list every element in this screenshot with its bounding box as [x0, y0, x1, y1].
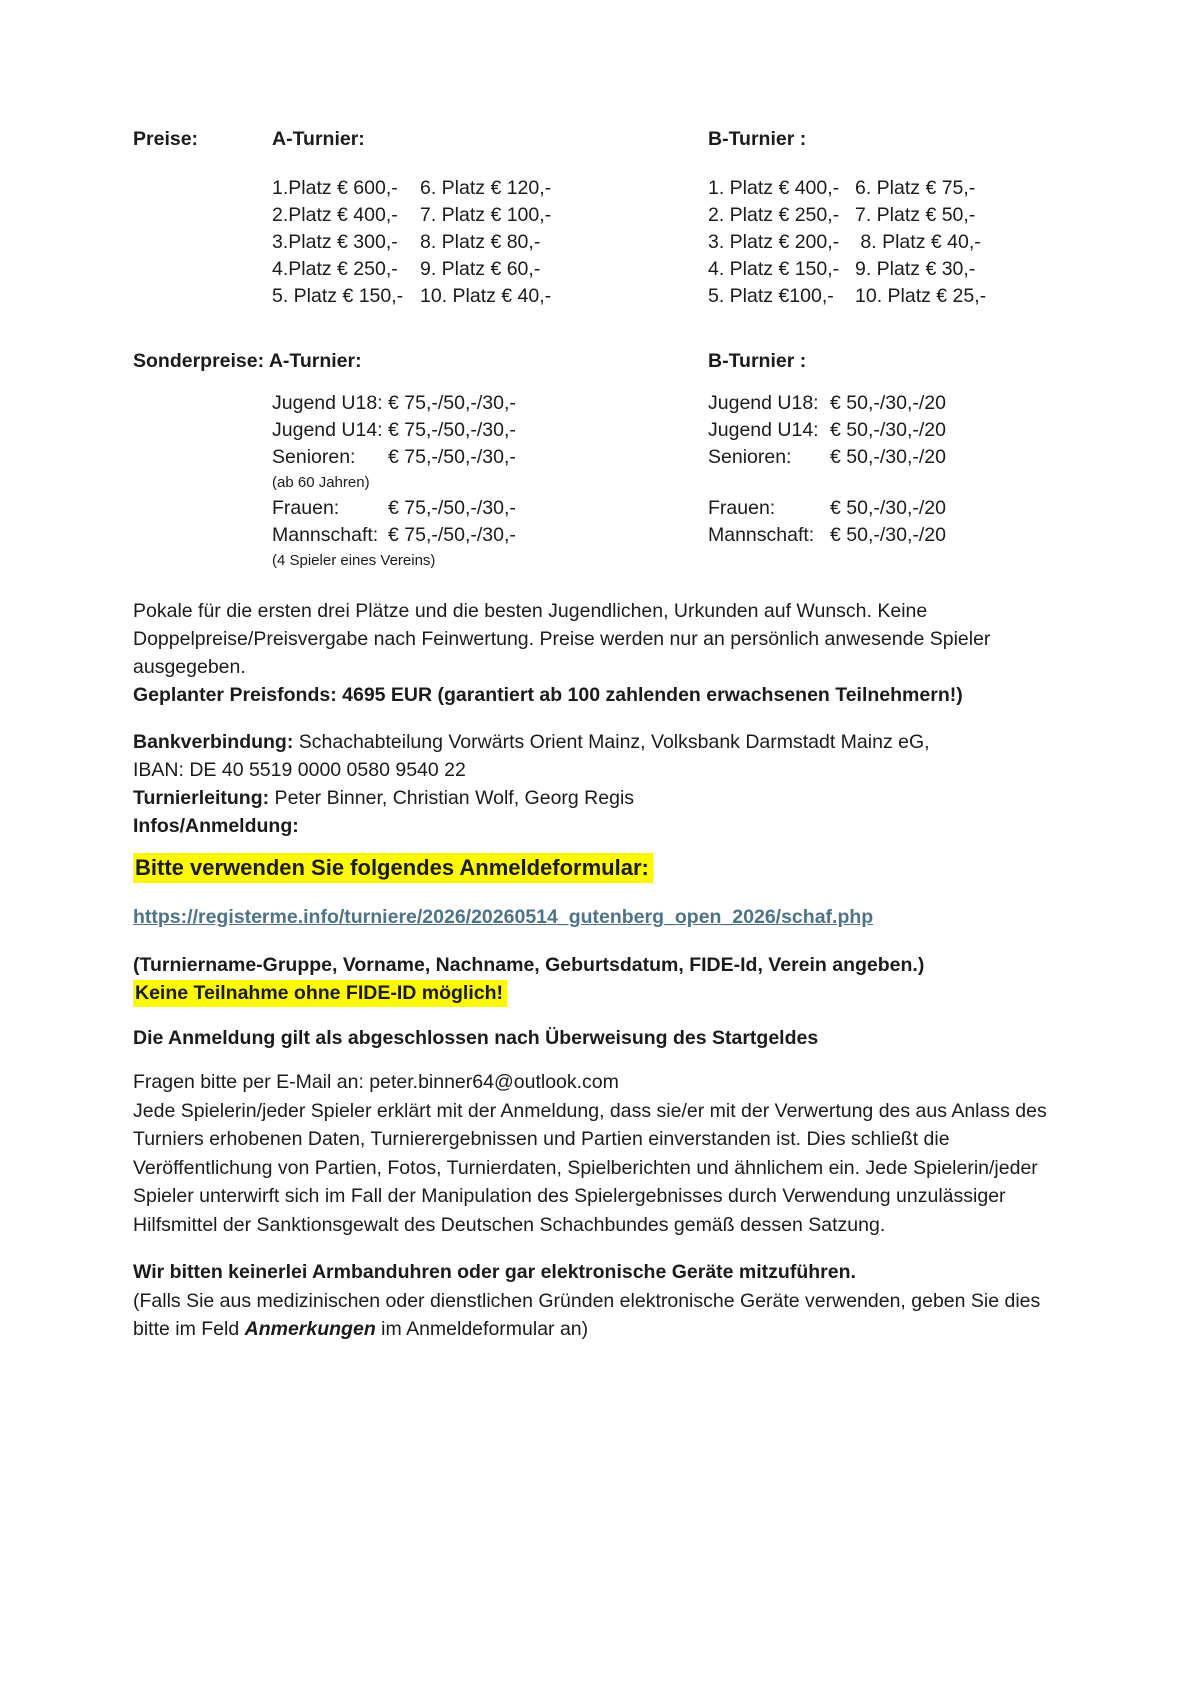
- special-value: € 75,-/50,-/30,-: [388, 524, 516, 546]
- trophies-paragraph: [133, 597, 1078, 709]
- special-label: Mannschaft:: [272, 524, 379, 546]
- prize-row: [272, 256, 1078, 283]
- form-heading-highlight: Bitte verwenden Sie folgendes Anmeldeformular:: [133, 853, 653, 883]
- prize-cell: 10. Platz € 40,-: [420, 285, 552, 307]
- registration-fields-block: [133, 951, 1078, 1007]
- prize-cell: 7. Platz € 100,-: [420, 204, 552, 226]
- prize-table: [133, 175, 1078, 310]
- prize-cell: 7. Platz € 50,-: [855, 204, 976, 226]
- devices-note-line: [133, 1287, 1078, 1344]
- devices-note-emphasis: Anmerkungen: [244, 1318, 376, 1340]
- special-prizes-header-row: [133, 348, 1078, 375]
- special-value: € 75,-/50,-/30,-: [388, 497, 516, 519]
- prize-cell: 10. Platz € 25,-: [855, 285, 987, 307]
- special-row: [272, 495, 1078, 522]
- prize-fund-line: Geplanter Preisfonds: 4695 EUR (garantiert ab 100 zahlenden erwachsenen Teilnehmern!): [133, 684, 963, 706]
- special-label: Senioren:: [708, 446, 792, 468]
- special-value: € 50,-/30,-/20: [830, 392, 946, 414]
- prize-cell: 4.Platz € 250,-: [272, 258, 398, 280]
- special-row: [272, 444, 1078, 471]
- special-value: € 75,-/50,-/30,-: [388, 419, 516, 441]
- special-value: € 75,-/50,-/30,-: [388, 392, 516, 414]
- prize-cell: 6. Platz € 120,-: [420, 177, 552, 199]
- devices-block: [133, 1258, 1078, 1344]
- prize-cell: 3. Platz € 200,-: [708, 231, 840, 253]
- prize-cell: 8. Platz € 80,-: [420, 231, 541, 253]
- special-row: [272, 417, 1078, 444]
- special-label: Mannschaft:: [708, 524, 815, 546]
- consent-text: Jede Spielerin/jeder Spieler erklärt mit der Anmeldung, dass sie/er mit der Verwertung des aus Anlass des Turniers erhobenen Daten, Turnierergebnissen und Partien einverstanden ist. Dies schließt die Veröffentlichung von Partien, Fotos, Turnierdaten, Spielberichten und ähnlichem ein. Jede Spielerin/jeder Spieler unterwirft sich im Fall der Manipulation des Spielergebnisses durch Verwendung unzulässiger Hilfsmittel der Sanktionsgewalt des Deutschen Schachbundes gemäß dessen Satzung.: [133, 1099, 1047, 1236]
- email-line: Fragen bitte per E-Mail an: peter.binner64@outlook.com: [133, 1071, 619, 1093]
- special-value: € 75,-/50,-/30,-: [388, 446, 516, 468]
- bank-line: [133, 728, 1078, 756]
- infos-label: Infos/Anmeldung:: [133, 815, 299, 837]
- special-label: Jugend U14:: [708, 419, 819, 441]
- special-label: Frauen:: [272, 497, 340, 519]
- special-row: [272, 522, 1078, 549]
- prize-cell: 1.Platz € 600,-: [272, 177, 398, 199]
- fields-note: (Turniername-Gruppe, Vorname, Nachname, Geburtsdatum, FIDE-Id, Verein angeben.): [133, 954, 925, 976]
- iban-line: IBAN: DE 40 5519 0000 0580 9540 22: [133, 759, 466, 781]
- bank-text: Schachabteilung Vorwärts Orient Mainz, Volksbank Darmstadt Mainz eG,: [293, 731, 930, 753]
- special-value: € 50,-/30,-/20: [830, 446, 946, 468]
- a-tournament-header: A-Turnier:: [272, 128, 365, 150]
- prizes-label: Preise:: [133, 128, 199, 150]
- form-heading-line: [133, 853, 1078, 883]
- special-row: [272, 390, 1078, 417]
- direction-text: Peter Binner, Christian Wolf, Georg Regis: [269, 787, 635, 809]
- consent-paragraph: [133, 1068, 1078, 1239]
- special-label: Senioren:: [272, 446, 356, 468]
- special-label: Frauen:: [708, 497, 776, 519]
- registration-link-line: [133, 903, 1078, 931]
- special-value: € 50,-/30,-/20: [830, 524, 946, 546]
- contact-block: [133, 728, 1078, 840]
- direction-line: [133, 784, 1078, 812]
- prize-cell: 2. Platz € 250,-: [708, 204, 840, 226]
- prize-cell: 9. Platz € 60,-: [420, 258, 541, 280]
- prize-cell: 1. Platz € 400,-: [708, 177, 840, 199]
- special-b-tournament-header: B-Turnier :: [708, 350, 807, 372]
- prize-cell: 8. Platz € 40,-: [855, 231, 981, 253]
- devices-note-pre: (Falls Sie aus medizinischen oder dienstlichen Gründen elektronische Geräte verwenden, geben Sie dies bitte im Feld: [133, 1289, 1041, 1340]
- special-value: € 50,-/30,-/20: [830, 497, 946, 519]
- b-tournament-header: B-Turnier :: [708, 128, 807, 150]
- prize-cell: 2.Platz € 400,-: [272, 204, 398, 226]
- prize-cell: 5. Platz € 150,-: [272, 285, 404, 307]
- registration-link[interactable]: https://registerme.info/turniere/2026/20260514_gutenberg_open_2026/schaf.php: [133, 906, 874, 928]
- prize-cell: 3.Platz € 300,-: [272, 231, 398, 253]
- devices-note-post: im Anmeldeformular an): [375, 1318, 589, 1340]
- prize-cell: 4. Platz € 150,-: [708, 258, 840, 280]
- prize-cell: 6. Platz € 75,-: [855, 177, 976, 199]
- prize-row: [272, 229, 1078, 256]
- special-label: Jugend U14:: [272, 419, 383, 441]
- fide-note-highlight: Keine Teilnahme ohne FIDE-ID möglich!: [133, 980, 507, 1007]
- team-size-note: (4 Spieler eines Vereins): [272, 552, 436, 569]
- special-prize-table: [133, 390, 1078, 573]
- prize-cell: 5. Platz €100,-: [708, 285, 834, 307]
- prize-row: [272, 283, 1078, 310]
- special-label: Jugend U18:: [708, 392, 819, 414]
- seniors-age-note: (ab 60 Jahren): [272, 474, 370, 491]
- direction-label: Turnierleitung:: [133, 787, 270, 809]
- special-value: € 50,-/30,-/20: [830, 419, 946, 441]
- prize-row: [272, 202, 1078, 229]
- devices-bold-line: Wir bitten keinerlei Armbanduhren oder gar elektronische Geräte mitzuführen.: [133, 1261, 856, 1283]
- special-prizes-label: Sonderpreise: A-Turnier:: [133, 350, 362, 372]
- fide-note-line: [133, 979, 1078, 1007]
- prize-cell: 9. Platz € 30,-: [855, 258, 976, 280]
- bank-label: Bankverbindung:: [133, 731, 294, 753]
- special-label: Jugend U18:: [272, 392, 383, 414]
- completion-note: Die Anmeldung gilt als abgeschlossen nach Überweisung des Startgeldes: [133, 1027, 819, 1049]
- prizes-header-row: [133, 126, 1078, 153]
- trophies-text: Pokale für die ersten drei Plätze und die besten Jugendlichen, Urkunden auf Wunsch. Keine Doppelpreise/Preisvergabe nach Feinwertung. Preise werden nur an persönlich anwesende Spieler ausgegeben.: [133, 600, 991, 678]
- prize-row: [272, 175, 1078, 202]
